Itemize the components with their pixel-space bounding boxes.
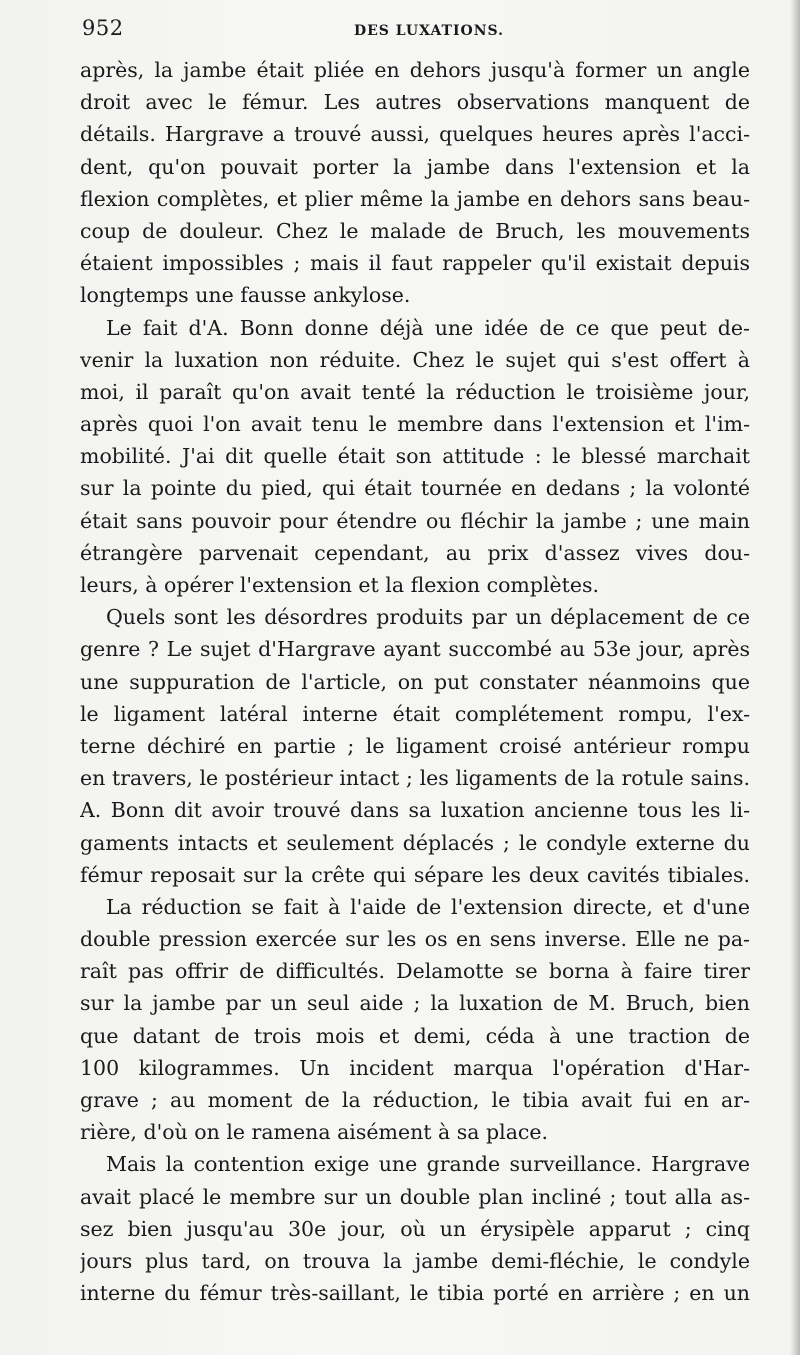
text-line: A. Bonn dit avoir trouvé dans sa luxation ancienne tous les li- — [80, 798, 750, 823]
text-line: que datant de trois mois et demi, céda à une traction de — [80, 1023, 750, 1048]
text-line: rière, d'où on le ramena aisément à sa place. — [80, 1120, 549, 1145]
paragraph-start-line: La réduction se fait à l'aide de l'extension directe, et d'une — [106, 894, 750, 919]
text-line: leurs, à opérer l'extension et la flexion complètes. — [80, 573, 600, 597]
text-line: sur la pointe du pied, qui était tournée en dedans ; la volonté — [80, 476, 750, 501]
paragraph-start-line: Quels sont les désordres produits par un déplacement de ce — [106, 605, 750, 630]
text-line: sez bien jusqu'au 30e jour, où un érysipèle apparut ; cinq — [80, 1216, 750, 1241]
text-line: avait placé le membre sur un double plan incliné ; tout alla as- — [80, 1184, 750, 1209]
text-line: mobilité. J'ai dit quelle était son attitude : le blessé marchait — [80, 444, 750, 469]
text-line: après quoi l'on avait tenu le membre dans l'extension et l'im- — [80, 412, 750, 437]
text-line: interne du fémur très-saillant, le tibia porté en arrière ; en un — [80, 1281, 750, 1306]
text-line: moi, il paraît qu'on avait tenté la réduction le troisième jour, — [80, 379, 750, 404]
text-line: gaments intacts et seulement déplacés ; le condyle externe du — [80, 830, 750, 855]
text-line: droit avec le fémur. Les autres observations manquent de — [80, 90, 750, 115]
text-line: dent, qu'on pouvait porter la jambe dans l'extension et la — [80, 154, 750, 179]
running-head — [82, 14, 752, 44]
text-line: flexion complètes, et plier même la jambe en dehors sans beau- — [80, 186, 750, 211]
text-line: étrangère parvenait cependant, au prix d'assez vives dou- — [80, 540, 750, 565]
paragraph-start-line: Le fait d'A. Bonn donne déjà une idée de ce que peut de- — [106, 315, 750, 340]
text-line: une suppuration de l'article, on put constater néanmoins que — [80, 669, 750, 694]
text-line: grave ; au moment de la réduction, le tibia avait fui en ar- — [80, 1088, 750, 1112]
text-line: en travers, le postérieur intact ; les ligaments de la rotule sains. — [80, 766, 750, 791]
body-text — [80, 54, 750, 1309]
page-number: 952 — [82, 16, 124, 40]
text-line: coup de douleur. Chez le malade de Bruch, les mouvements — [80, 218, 750, 243]
text-line: après, la jambe était pliée en dehors jusqu'à former un angle — [80, 58, 750, 82]
text-line: terne déchiré en partie ; le ligament croisé antérieur rompu — [80, 733, 750, 758]
text-line: détails. Hargrave a trouvé aussi, quelques heures après l'acci- — [80, 122, 750, 147]
running-title: DES LUXATIONS. — [354, 23, 504, 39]
text-line: longtemps une fausse ankylose. — [80, 283, 411, 308]
text-line: était sans pouvoir pour étendre ou fléchir la jambe ; une main — [80, 508, 750, 533]
text-line: sur la jambe par un seul aide ; la luxation de M. Bruch, bien — [80, 991, 750, 1016]
text-line: le ligament latéral interne était complétement rompu, l'ex- — [80, 701, 750, 726]
page-edge-shadow — [790, 0, 800, 1355]
text-line: étaient impossibles ; mais il faut rappeler qu'il existait depuis — [80, 251, 750, 276]
text-line: jours plus tard, on trouva la jambe demi-fléchie, le condyle — [80, 1248, 750, 1273]
text-line: venir la luxation non réduite. Chez le sujet qui s'est offert à — [80, 347, 750, 372]
text-line: genre ? Le sujet d'Hargrave ayant succombé au 53e jour, après — [80, 637, 750, 662]
text-line: 100 kilogrammes. Un incident marqua l'opération d'Har- — [80, 1055, 750, 1080]
paragraph-start-line: Mais la contention exige une grande surveillance. Hargrave — [106, 1152, 750, 1177]
text-line: double pression exercée sur les os en sens inverse. Elle ne pa- — [80, 927, 750, 952]
text-line: fémur reposait sur la crête qui sépare les deux cavités tibiales. — [80, 862, 750, 887]
text-line: raît pas offrir de difficultés. Delamotte se borna à faire tirer — [80, 959, 750, 984]
